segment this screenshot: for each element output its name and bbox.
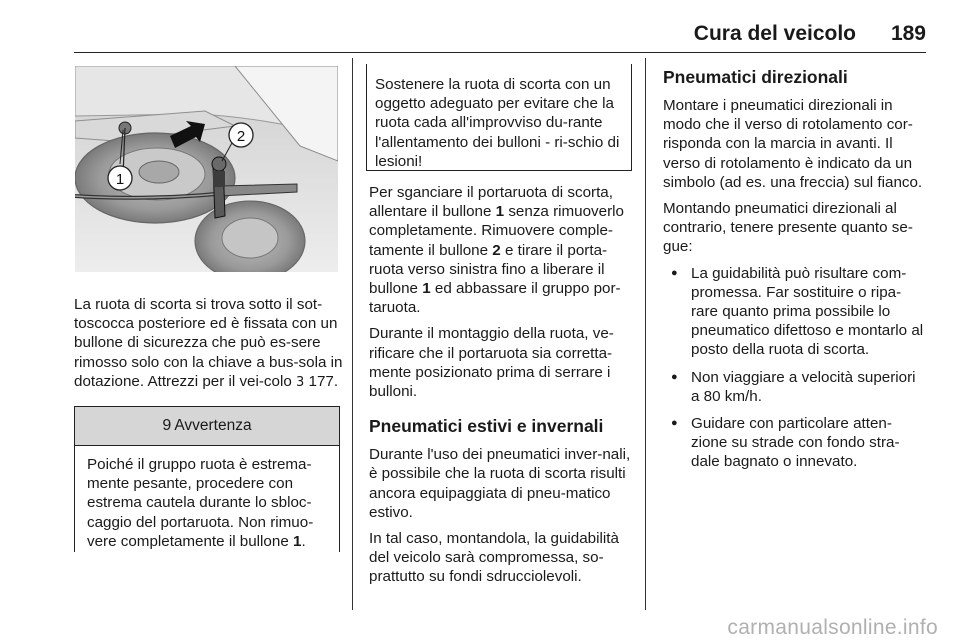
summer-winter-tyres-heading: Pneumatici estivi e invernali	[369, 416, 604, 437]
warning-title: Avvertenza	[174, 417, 252, 434]
handling-paragraph: In tal caso, montandola, la guidabilità del veicolo sarà compromessa, so-prattutto su fondi sdrucciolevoli.	[369, 530, 619, 586]
section-title: Cura del veicolo	[693, 22, 856, 45]
caution-note-box	[366, 64, 632, 171]
directional-paragraph-2: Montando pneumatici direzionali al contrario, tenere presente quanto se-gue:	[663, 200, 913, 256]
caution-note-text: Sostenere la ruota di scorta con un oggetto adeguato per evitare che la ruota cada all'improvviso du-rante l'allentamento dei bulloni - ri-schio di lesioni!	[375, 76, 620, 170]
right-column	[663, 66, 928, 480]
callout-2-label: 2	[236, 128, 246, 145]
column-divider-2	[645, 58, 646, 610]
page-header	[74, 0, 926, 53]
mounting-paragraph: Durante il montaggio della ruota, ve-rificare che il portaruota sia corretta-mente posizionato prima di serrare i bulloni.	[369, 325, 614, 401]
directional-bullet-list	[663, 264, 928, 472]
intro-paragraph: La ruota di scorta si trova sotto il sot-toscocca posteriore ed è fissata con un bullone di sicurezza che può es-sere rimosso solo con la chiave a bus-sola in dotazione. Attrezzi per il vei-colo 3 177.	[74, 296, 343, 390]
release-procedure-paragraph: Per sganciare il portaruota di scorta, allentare il bullone 1 senza rimuoverlo completamente. Rimuovere comple-tamente il bullone 2 e tirare il porta-ruota verso sinistra fino a liberare il bullone 1 ed abbassare il gruppo por-taruota.	[369, 184, 624, 317]
warning-text: Poiché il gruppo ruota è estrema-mente pesante, procedere con estrema cautela durante lo sbloc-caggio del portaruota. Non rimuo-vere completamente il bullone 1.	[87, 456, 314, 550]
page-ref[interactable]: 177.	[304, 372, 339, 390]
watermark: carmanualsonline.info	[727, 616, 938, 639]
list-item: ● La guidabilità può risultare com-promessa. Far sostituire o ripa-rare quanto prima possibile lo pneumatico difettoso e montarlo al posto della ruota di scorta.	[663, 264, 928, 360]
column-divider-1	[352, 58, 353, 610]
middle-column	[369, 183, 635, 594]
list-item: ● Guidare con particolare atten-zione su strade con fondo stra-dale bagnato o innevato.	[663, 414, 928, 472]
callout-1-label: 1	[115, 171, 125, 188]
list-item: ● Non viaggiare a velocità superiori a 80 km/h.	[663, 368, 928, 406]
spare-wheel-figure	[75, 66, 338, 272]
spare-wheel-illustration	[75, 66, 338, 272]
directional-tyres-heading: Pneumatici direzionali	[663, 67, 848, 87]
page-ref-icon: 3	[296, 374, 305, 390]
left-column	[74, 295, 344, 399]
winter-tyres-paragraph: Durante l'uso dei pneumatici inver-nali, è possibile che la ruota di scorta risulti ancora equipaggiata di pneu-matico estivo.	[369, 446, 631, 521]
page-number: 189	[890, 22, 926, 45]
warning-icon: 9	[162, 417, 172, 434]
warning-box	[74, 406, 340, 552]
directional-paragraph-1: Montare i pneumatici direzionali in modo che il verso di rotolamento cor-risponda con la marcia in avanti. Il verso di rotolamento è indicato da un simbolo (ad es. una freccia) sul fianco.	[663, 97, 923, 191]
warning-header	[75, 407, 339, 446]
